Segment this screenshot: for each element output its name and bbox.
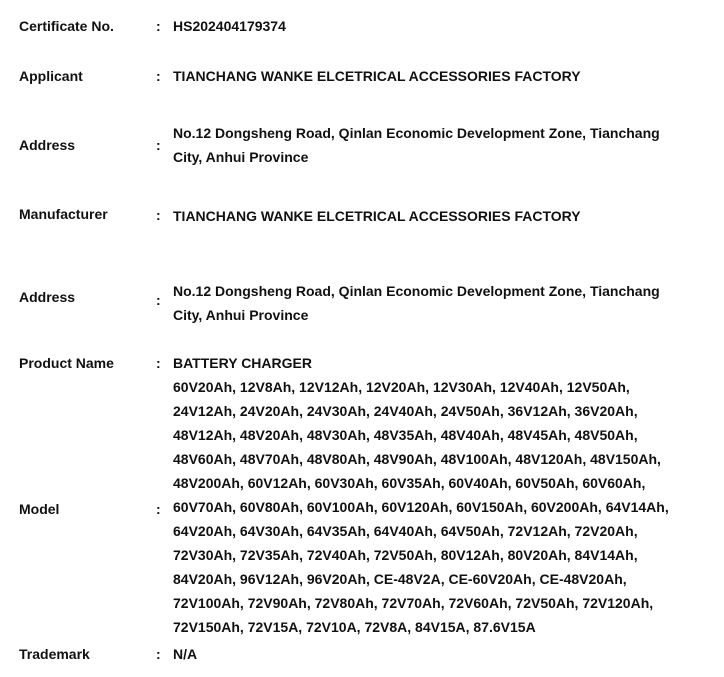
applicant-address-line: City, Anhui Province: [173, 149, 309, 165]
manufacturer-value: TIANCHANG WANKE ELCETRICAL ACCESSORIES FACTORY: [173, 208, 581, 224]
model-line: 60V70Ah, 60V80Ah, 60V100Ah, 60V120Ah, 60V150Ah, 60V200Ah, 64V14Ah,: [173, 499, 669, 515]
certificate-no-colon: :: [156, 18, 161, 34]
trademark-colon: :: [156, 646, 161, 662]
manufacturer-colon: :: [156, 207, 161, 223]
model-line: 60V20Ah, 12V8Ah, 12V12Ah, 12V20Ah, 12V30Ah, 12V40Ah, 12V50Ah,: [173, 379, 630, 395]
product-name-label: Product Name: [19, 355, 114, 371]
applicant-address-value: [173, 121, 713, 169]
trademark-label: Trademark: [19, 646, 90, 662]
product-name-value: BATTERY CHARGER: [173, 355, 312, 371]
model-line: 24V12Ah, 24V20Ah, 24V30Ah, 24V40Ah, 24V50Ah, 36V12Ah, 36V20Ah,: [173, 403, 638, 419]
manufacturer-label: Manufacturer: [19, 206, 108, 222]
model-line: 72V30Ah, 72V35Ah, 72V40Ah, 72V50Ah, 80V12Ah, 80V20Ah, 84V14Ah,: [173, 547, 638, 563]
model-colon: :: [156, 501, 161, 517]
model-line: 48V200Ah, 60V12Ah, 60V30Ah, 60V35Ah, 60V40Ah, 60V50Ah, 60V60Ah,: [173, 475, 646, 491]
manufacturer-address-line: City, Anhui Province: [173, 307, 309, 323]
model-list: [173, 375, 713, 639]
applicant-colon: :: [156, 68, 161, 84]
model-line: 48V60Ah, 48V70Ah, 48V80Ah, 48V90Ah, 48V100Ah, 48V120Ah, 48V150Ah,: [173, 451, 661, 467]
applicant-address-label: Address: [19, 137, 76, 153]
certificate-no-label: Certificate No.: [19, 18, 114, 34]
applicant-label: Applicant: [19, 68, 83, 84]
model-line: 84V20Ah, 96V12Ah, 96V20Ah, CE-48V2A, CE-60V20Ah, CE-48V20Ah,: [173, 571, 627, 587]
model-line: 72V150Ah, 72V15A, 72V10A, 72V8A, 84V15A, 87.6V15A: [173, 619, 536, 635]
trademark-value: N/A: [173, 646, 198, 662]
manufacturer-address-label: Address: [19, 289, 76, 305]
applicant-address-line: No.12 Dongsheng Road, Qinlan Economic Development Zone, Tianchang: [173, 125, 660, 141]
applicant-address-colon: :: [156, 137, 161, 153]
manufacturer-address-colon: :: [156, 292, 161, 308]
model-line: 72V100Ah, 72V90Ah, 72V80Ah, 72V70Ah, 72V60Ah, 72V50Ah, 72V120Ah,: [173, 595, 654, 611]
applicant-value: TIANCHANG WANKE ELCETRICAL ACCESSORIES FACTORY: [173, 68, 581, 84]
product-name-colon: :: [156, 355, 161, 371]
manufacturer-address-value: [173, 279, 713, 327]
manufacturer-address-line: No.12 Dongsheng Road, Qinlan Economic Development Zone, Tianchang: [173, 283, 660, 299]
model-label: Model: [19, 501, 60, 517]
model-line: 48V12Ah, 48V20Ah, 48V30Ah, 48V35Ah, 48V40Ah, 48V45Ah, 48V50Ah,: [173, 427, 638, 443]
model-line: 64V20Ah, 64V30Ah, 64V35Ah, 64V40Ah, 64V50Ah, 72V12Ah, 72V20Ah,: [173, 523, 638, 539]
certificate-no-value: HS202404179374: [173, 18, 286, 34]
